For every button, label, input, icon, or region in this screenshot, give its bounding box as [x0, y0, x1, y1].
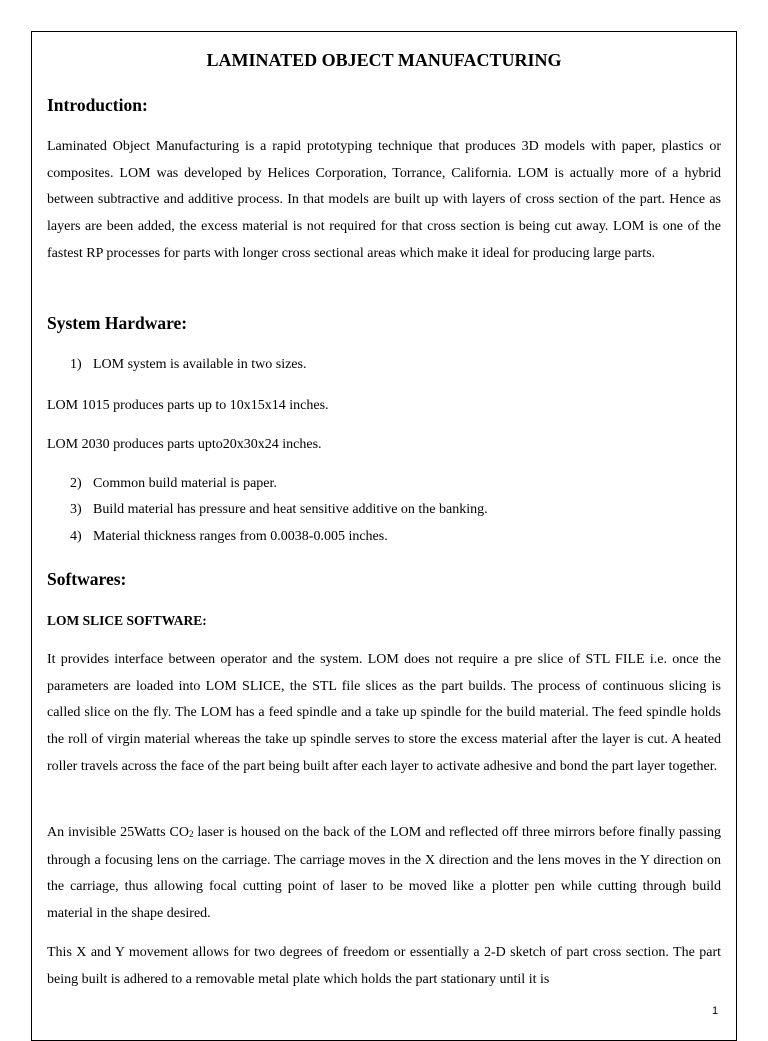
hardware-list-item [70, 500, 488, 520]
lom-1015-size: LOM 1015 produces parts up to 10x15x14 inches. [47, 398, 329, 413]
list-number: 4) [70, 529, 82, 544]
list-item-text: LOM system is available in two sizes. [93, 357, 307, 372]
paragraph-2-rest: laser is housed on the back of the LOM and reflected off three mirrors before finally passing through a focusing lens on the carriage. The carriage moves in the X direction and the lens moves in the Y direction on the carriage, thus allowing focal cutting point of laser to be moved like a plotter pen while cutting through build material in the shape desired. [47, 825, 721, 922]
software-paragraph-2 [47, 820, 721, 928]
list-number: 1) [70, 357, 82, 372]
system-hardware-heading: System Hardware: [47, 313, 188, 333]
software-paragraph-1: It provides interface between operator and the system. LOM does not require a pre slice of STL FILE i.e. once the parameters are loaded into LOM SLICE, the STL file slices as the part builds. The process of continuous slicing is called slice on the fly. The LOM has a feed spindle and a take up spindle for the build material. The feed spindle holds the roll of virgin material whereas the take up spindle serves to store the excess material after the layer is cut. A heated roller travels across the face of the part being built after each layer to activate adhesive and bond the part layer together. [47, 652, 721, 774]
lom-2030-size: LOM 2030 produces parts upto20x30x24 inches. [47, 437, 322, 452]
list-item-text: Build material has pressure and heat sensitive additive on the banking. [93, 502, 488, 517]
software-paragraph-3: This X and Y movement allows for two degrees of freedom or essentially a 2-D sketch of part cross section. The part being built is adhered to a removable metal plate which holds the part stationary until it is [47, 945, 721, 987]
paragraph-2-start: An invisible 25Watts CO [47, 825, 189, 840]
hardware-list-item [70, 474, 277, 494]
softwares-heading: Softwares: [47, 569, 127, 589]
list-number: 2) [70, 476, 82, 491]
document-title: LAMINATED OBJECT MANUFACTURING [206, 50, 562, 70]
hardware-list-item [70, 527, 388, 547]
list-number: 3) [70, 502, 82, 517]
list-item-text: Material thickness ranges from 0.0038-0.005 inches. [93, 529, 388, 544]
page-number: 1 [712, 1005, 719, 1017]
list-item-text: Common build material is paper. [93, 476, 277, 491]
introduction-paragraph: Laminated Object Manufacturing is a rapid prototyping technique that produces 3D models with paper, plastics or composites. LOM was developed by Helices Corporation, Torrance, California. LOM is actually more of a hybrid between subtractive and additive process. In that models are built up with layers of cross section of the part. Hence as layers are been added, the excess material is not required for that cross section is being cut away. LOM is one of the fastest RP processes for parts with longer cross sectional areas which make it ideal for producing large parts. [47, 139, 721, 261]
introduction-heading: Introduction: [47, 95, 148, 115]
co2-subscript: 2 [188, 829, 194, 839]
lom-slice-subheading: LOM SLICE SOFTWARE: [47, 613, 207, 628]
hardware-list-item [70, 355, 306, 375]
